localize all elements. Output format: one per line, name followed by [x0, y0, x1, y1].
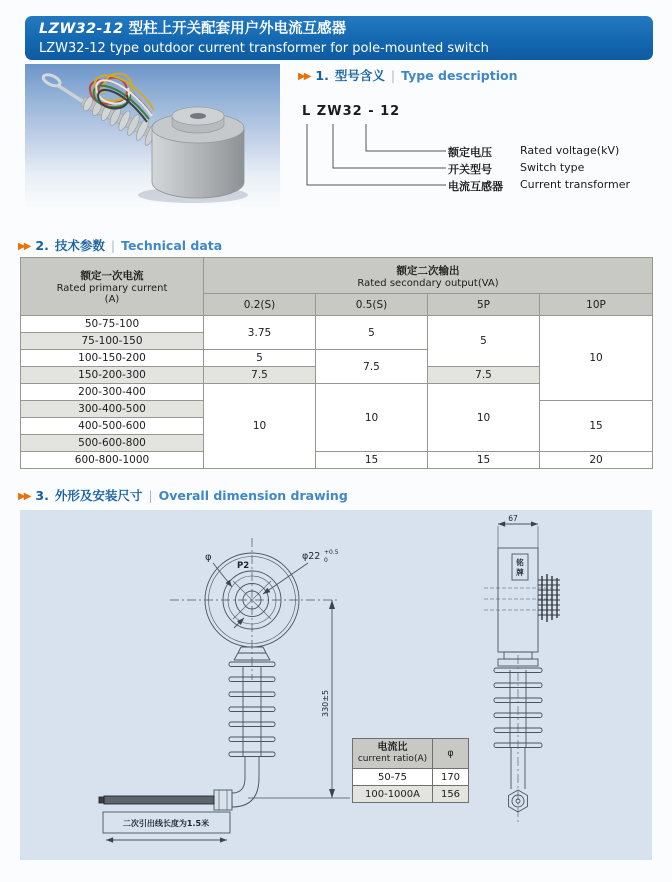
- section-1-title-cn: 型号含义: [334, 68, 385, 83]
- primary-current-cell: 300-400-500: [21, 401, 204, 418]
- ratio-dia-header: φ: [433, 739, 469, 769]
- output-value-cell: 15: [428, 452, 540, 469]
- output-value-cell: 15: [316, 452, 428, 469]
- output-value-cell: 7.5: [204, 367, 316, 384]
- ratio-range-cell: 50-75: [353, 769, 433, 786]
- section-2-title-en: Technical data: [121, 238, 223, 253]
- nameplate-label: 铭: [516, 558, 524, 567]
- secondary-output-header: 额定二次输出 Rated secondary output(VA): [204, 258, 653, 294]
- primary-current-cell: 400-500-600: [21, 418, 204, 435]
- current-ratio-table: [352, 738, 469, 803]
- section-1-title-en: Type description: [401, 68, 518, 83]
- p2-terminal-label: P2: [237, 561, 250, 571]
- nameplate-label: 牌: [516, 568, 524, 577]
- section-arrows-icon: ▶▶: [298, 71, 310, 82]
- heading-divider: |: [110, 238, 116, 253]
- ratio-header: 电流比 current ratio(A): [353, 739, 433, 769]
- primary-current-cell: 500-600-800: [21, 435, 204, 452]
- legend-row-voltage: 额定电压 Rated voltage(kV): [448, 144, 620, 159]
- ratio-table-body: [353, 769, 469, 803]
- section-3-heading: ▶▶ 3. 外形及安装尺寸 | Overall dimension drawing: [18, 488, 348, 503]
- legend-row-switch: 开关型号 Switch type: [448, 161, 585, 176]
- lead-length-note: 二次引出线长度为1.5米: [122, 819, 210, 828]
- page-title-banner: [25, 16, 653, 60]
- page-title-en: LZW32-12 type outdoor current transformer for pole-mounted switch: [39, 40, 489, 56]
- dimension-drawing: [20, 510, 652, 860]
- output-value-cell: 5: [316, 316, 428, 350]
- technical-data-table: [20, 257, 653, 469]
- hole-tolerance-lower: 0: [324, 557, 328, 564]
- ratio-table-row: [353, 786, 469, 803]
- output-value-cell: 5: [428, 316, 540, 367]
- output-value-cell: 20: [540, 452, 653, 469]
- ratio-dia-cell: 156: [433, 786, 469, 803]
- page-title-cn: LZW32-12 型柱上开关配套用户外电流互感器: [39, 21, 347, 37]
- output-value-cell: 3.75: [204, 316, 316, 350]
- primary-current-cell: 200-300-400: [21, 384, 204, 401]
- model-legend-lines: [296, 120, 456, 192]
- phi-dimension-label: φ: [205, 552, 212, 563]
- width-dimension-label: 67: [508, 514, 518, 523]
- class-02s-header: 0.2(S): [204, 294, 316, 316]
- output-value-cell: 7.5: [428, 367, 540, 384]
- section-1-heading: ▶▶ 1. 型号含义 | Type description: [298, 68, 518, 83]
- section-arrows-icon: ▶▶: [18, 241, 30, 252]
- output-value-cell: 5: [204, 350, 316, 367]
- section-2-title-cn: 技术参数: [54, 238, 105, 253]
- primary-current-header: 额定一次电流 Rated primary current (A): [21, 258, 204, 316]
- output-value-cell: 10: [540, 316, 653, 401]
- output-value-cell: 10: [428, 384, 540, 452]
- class-5p-header: 5P: [428, 294, 540, 316]
- class-05s-header: 0.5(S): [316, 294, 428, 316]
- model-code: L ZW32 - 12: [302, 104, 401, 119]
- output-value-cell: 15: [540, 401, 653, 452]
- ratio-dia-cell: 170: [433, 769, 469, 786]
- legend-row-ct: 电流互感器 Current transformer: [448, 178, 631, 193]
- section-3-title-en: Overall dimension drawing: [158, 488, 348, 503]
- primary-current-cell: 600-800-1000: [21, 452, 204, 469]
- dimension-drawing-panel: [20, 510, 652, 860]
- hole-tolerance-upper: +0.5: [324, 549, 339, 556]
- product-photo-art: [25, 64, 280, 211]
- primary-current-cell: 75-100-150: [21, 333, 204, 350]
- table-row: [21, 316, 653, 333]
- hole-diameter-label: φ22: [302, 551, 321, 562]
- output-value-cell: 7.5: [316, 350, 428, 384]
- product-photo: [25, 64, 280, 211]
- output-value-cell: 10: [316, 384, 428, 452]
- primary-current-cell: 150-200-300: [21, 367, 204, 384]
- technical-table-body: [21, 316, 653, 469]
- heading-divider: |: [148, 488, 153, 503]
- heading-divider: |: [390, 68, 396, 83]
- model-number: LZW32-12: [39, 21, 124, 37]
- class-10p-header: 10P: [540, 294, 653, 316]
- section-arrows-icon: ▶▶: [18, 491, 30, 502]
- output-value-cell: 10: [204, 384, 316, 469]
- ratio-range-cell: 100-1000A: [353, 786, 433, 803]
- primary-current-cell: 100-150-200: [21, 350, 204, 367]
- section-3-title-cn: 外形及安装尺寸: [54, 488, 143, 503]
- ratio-table-row: [353, 769, 469, 786]
- table-row: [21, 452, 653, 469]
- height-dimension-label: 330±5: [321, 689, 330, 717]
- section-2-heading: ▶▶ 2. 技术参数 | Technical data: [18, 238, 223, 253]
- primary-current-cell: 50-75-100: [21, 316, 204, 333]
